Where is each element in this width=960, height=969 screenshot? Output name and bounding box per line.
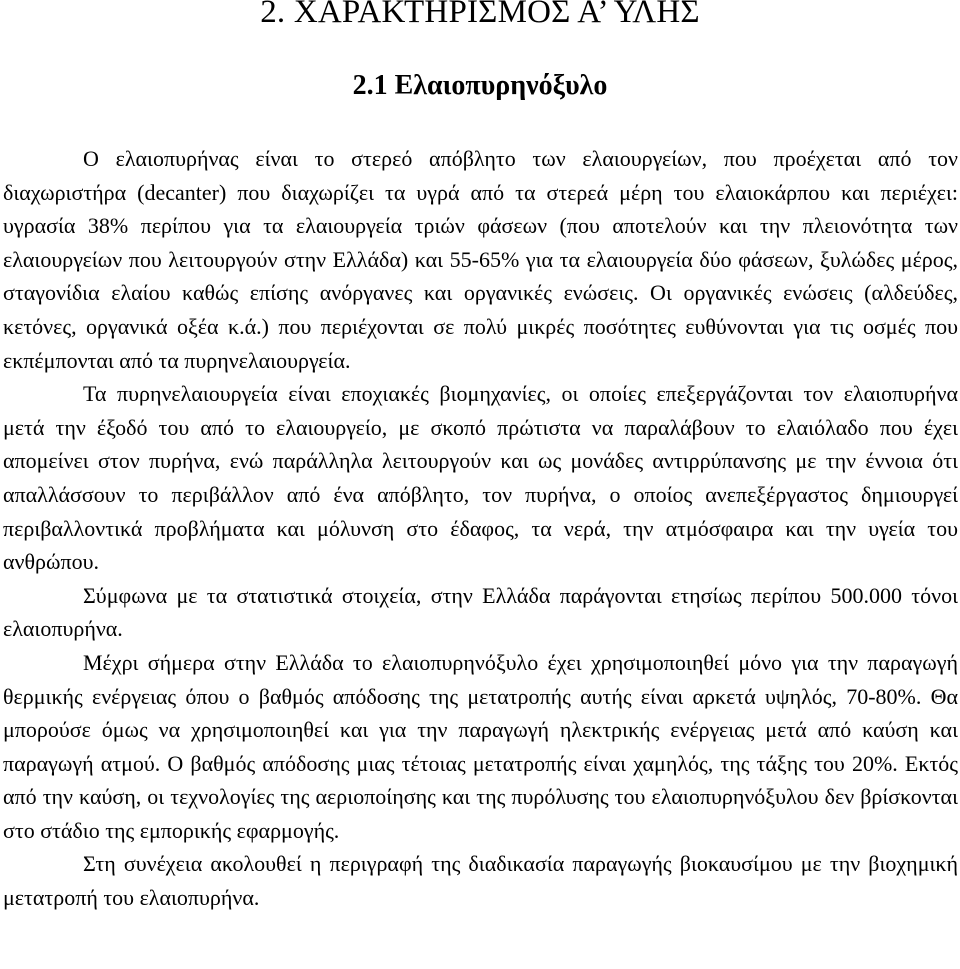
body-text <box>3 142 958 915</box>
paragraph-pomace-definition: Ο ελαιοπυρήνας είναι το στερεό απόβλητο των ελαιουργείων, που προέχεται από τον διαχωριστήρα (decanter) που διαχωρίζει τα υγρά από τα στερεά μέρη του ελαιοκάρπου και περιέχει: υγρασία 38% περίπου για τα ελαιουργεία τριών φάσεων (που αποτελούν και την πλειονότητα των ελαιουργείων που λειτουργούν στην Ελλάδα) και 55-65% για τα ελαιουργεία δύο φάσεων, ξυλώδες μέρος, σταγονίδια ελαίου καθώς επίσης ανόργανες και οργανικές ενώσεις. Οι οργανικές ενώσεις (αλδεύδες, κετόνες, οργανικά οξέα κ.ά.) που περιέχονται σε πολύ μικρές ποσότητες ευθύνονται για τις οσμές που εκπέμπονται από τα πυρηνελαιουργεία. <box>3 146 958 373</box>
chapter-title: 2. ΧΑΡΑΚΤΗΡΙΣΜΟΣ Α’ ΥΛΗΣ <box>260 0 700 30</box>
paragraph-annual-production: Σύμφωνα με τα στατιστικά στοιχεία, στην Ελλάδα παράγονται ετησίως περίπου 500.000 τόνοι ελαιοπυρήνα. <box>3 582 958 642</box>
section-title: 2.1 Ελαιοπυρηνόξυλο <box>352 70 608 101</box>
paragraph-next-section: Στη συνέχεια ακολουθεί η περιγραφή της διαδικασία παραγωγής βιοκαυσίμου με την βιοχημική μετατροπή του ελαιοπυρήνα. <box>3 851 958 911</box>
paragraph-pomace-mills: Τα πυρηνελαιουργεία είναι εποχιακές βιομηχανίες, οι οποίες επεξεργάζονται τον ελαιοπυρήνα μετά την έξοδό του από το ελαιουργείο, με σκοπό πρώτιστα να παραλάβουν το ελαιόλαδο που έχει απομείνει στον πυρήνα, ενώ παράλληλα λειτουργούν και ως μονάδες αντιρρύπανσης με την έννοια ότι απαλλάσσουν το περιβάλλον από ένα απόβλητο, τον πυρήνα, ο οποίος ανεπεξέργαστος δημιουργεί περιβαλλοντικά προβλήματα και μόλυνση στο έδαφος, τα νερά, την ατμόσφαιρα και την υγεία του ανθρώπου. <box>3 381 958 575</box>
paragraph-energy-use: Μέχρι σήμερα στην Ελλάδα το ελαιοπυρηνόξυλο έχει χρησιμοποιηθεί μόνο για την παραγωγή θερμικής ενέργειας όπου ο βαθμός απόδοσης της μετατροπής αυτής είναι αρκετά υψηλός, 70-80%. Θα μπορούσε όμως να χρησιμοποιηθεί και για την παραγωγή ηλεκτρικής ενέργειας μετά από καύση και παραγωγή ατμού. Ο βαθμός απόδοσης μιας τέτοιας μετατροπής είναι χαμηλός, της τάξης του 20%. Εκτός από την καύση, οι τεχνολογίες της αεριοποίησης και της πυρόλυσης του ελαιοπυρηνόξυλου δεν βρίσκονται στο στάδιο της εμπορικής εφαρμογής. <box>3 649 958 843</box>
